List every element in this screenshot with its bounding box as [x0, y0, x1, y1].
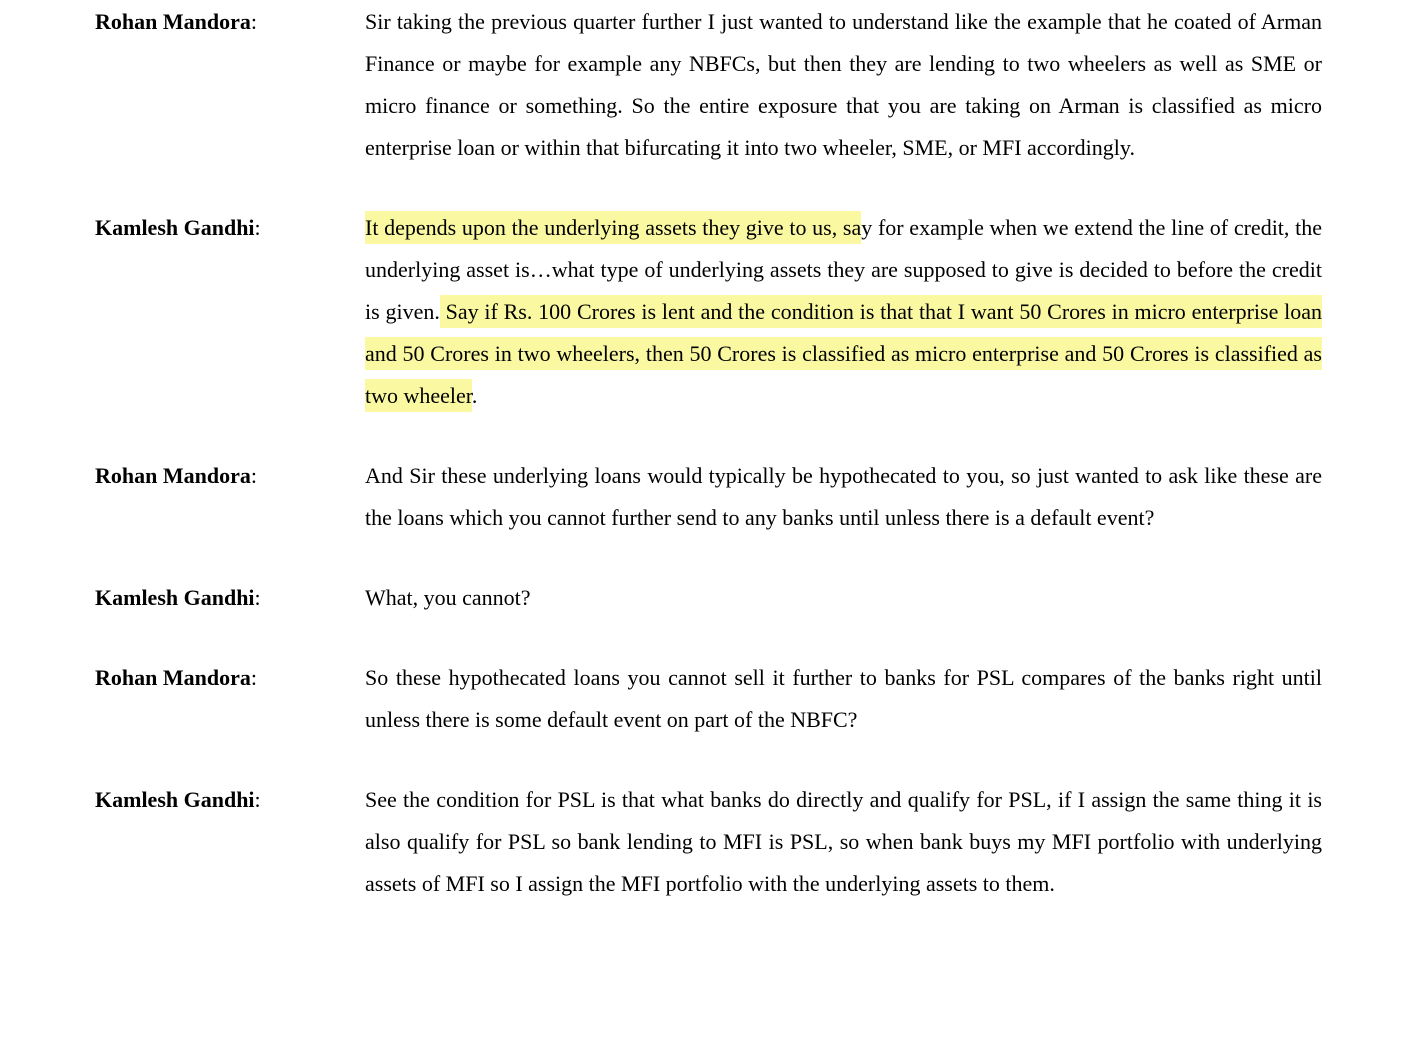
speaker-name-text: Kamlesh Gandhi [95, 585, 255, 610]
speech-cell [365, 455, 1322, 539]
speech-paragraph [365, 207, 1322, 417]
speech-paragraph [365, 577, 1322, 619]
speech-paragraph [365, 779, 1322, 905]
speech-text: What, you cannot? [365, 585, 531, 610]
highlighted-text: It depends upon the underlying assets they give to us, sa [365, 211, 861, 244]
speech-cell [365, 577, 1322, 619]
speech-text: So these hypothecated loans you cannot sell it further to banks for PSL compares of the banks right until unless there is some default event on part of the NBFC? [365, 665, 1322, 732]
speech-text: y for example when we extend the line of credit, the underlying asset is…what type of underlying assets they are supposed to give is decided to before the credit is given. [365, 215, 1322, 324]
speaker-name-text: Rohan Mandora [95, 665, 251, 690]
speaker-name-text: Rohan Mandora [95, 463, 251, 488]
speech-text: . [471, 383, 478, 408]
speaker-colon: : [250, 9, 257, 34]
speaker-name-text: Kamlesh Gandhi [95, 215, 255, 240]
speaker-label [95, 657, 365, 699]
speech-paragraph [365, 1, 1322, 169]
speech-cell [365, 657, 1322, 741]
speech-cell [365, 1, 1322, 169]
speech-text: And Sir these underlying loans would typically be hypothecated to you, so just wanted to ask like these are the loans which you cannot further send to any banks until unless there is a default event? [365, 463, 1322, 530]
speaker-name-text: Kamlesh Gandhi [95, 787, 255, 812]
transcript-entry [95, 455, 1322, 539]
speech-text: Sir taking the previous quarter further I just wanted to understand like the example that he coated of Arman Finance or maybe for example any NBFCs, but then they are lending to two wheelers as well as SME or micro finance or something. So the entire exposure that you are taking on Arman is classified as micro enterprise loan or within that bifurcating it into two wheeler, SME, or MFI accordingly. [365, 9, 1322, 160]
transcript-entry [95, 207, 1322, 417]
highlighted-text: Say if Rs. 100 Crores is lent and the condition is that that I want 50 Crores in micro enterprise loan and 50 Crores in two wheelers, then 50 Crores is classified as micro enterprise and 50 Crores is classified as two wheeler [365, 295, 1322, 412]
speech-paragraph [365, 455, 1322, 539]
speaker-colon: : [254, 215, 261, 240]
speaker-label [95, 577, 365, 619]
speaker-colon: : [254, 585, 261, 610]
transcript-entry [95, 657, 1322, 741]
speech-text: See the condition for PSL is that what banks do directly and qualify for PSL, if I assign the same thing it is also qualify for PSL so bank lending to MFI is PSL, so when bank buys my MFI portfolio with underlying assets of MFI so I assign the MFI portfolio with the underlying assets to them. [365, 787, 1322, 896]
speaker-label [95, 779, 365, 821]
speaker-colon: : [250, 665, 257, 690]
speaker-label [95, 207, 365, 249]
speech-paragraph [365, 657, 1322, 741]
speaker-colon: : [254, 787, 261, 812]
speech-cell [365, 779, 1322, 905]
speaker-colon: : [250, 463, 257, 488]
speech-cell [365, 207, 1322, 417]
transcript-entry [95, 577, 1322, 619]
speaker-label [95, 455, 365, 497]
transcript [95, 1, 1322, 905]
speaker-label [95, 1, 365, 43]
transcript-entry [95, 1, 1322, 169]
speaker-name-text: Rohan Mandora [95, 9, 251, 34]
transcript-entry [95, 779, 1322, 905]
